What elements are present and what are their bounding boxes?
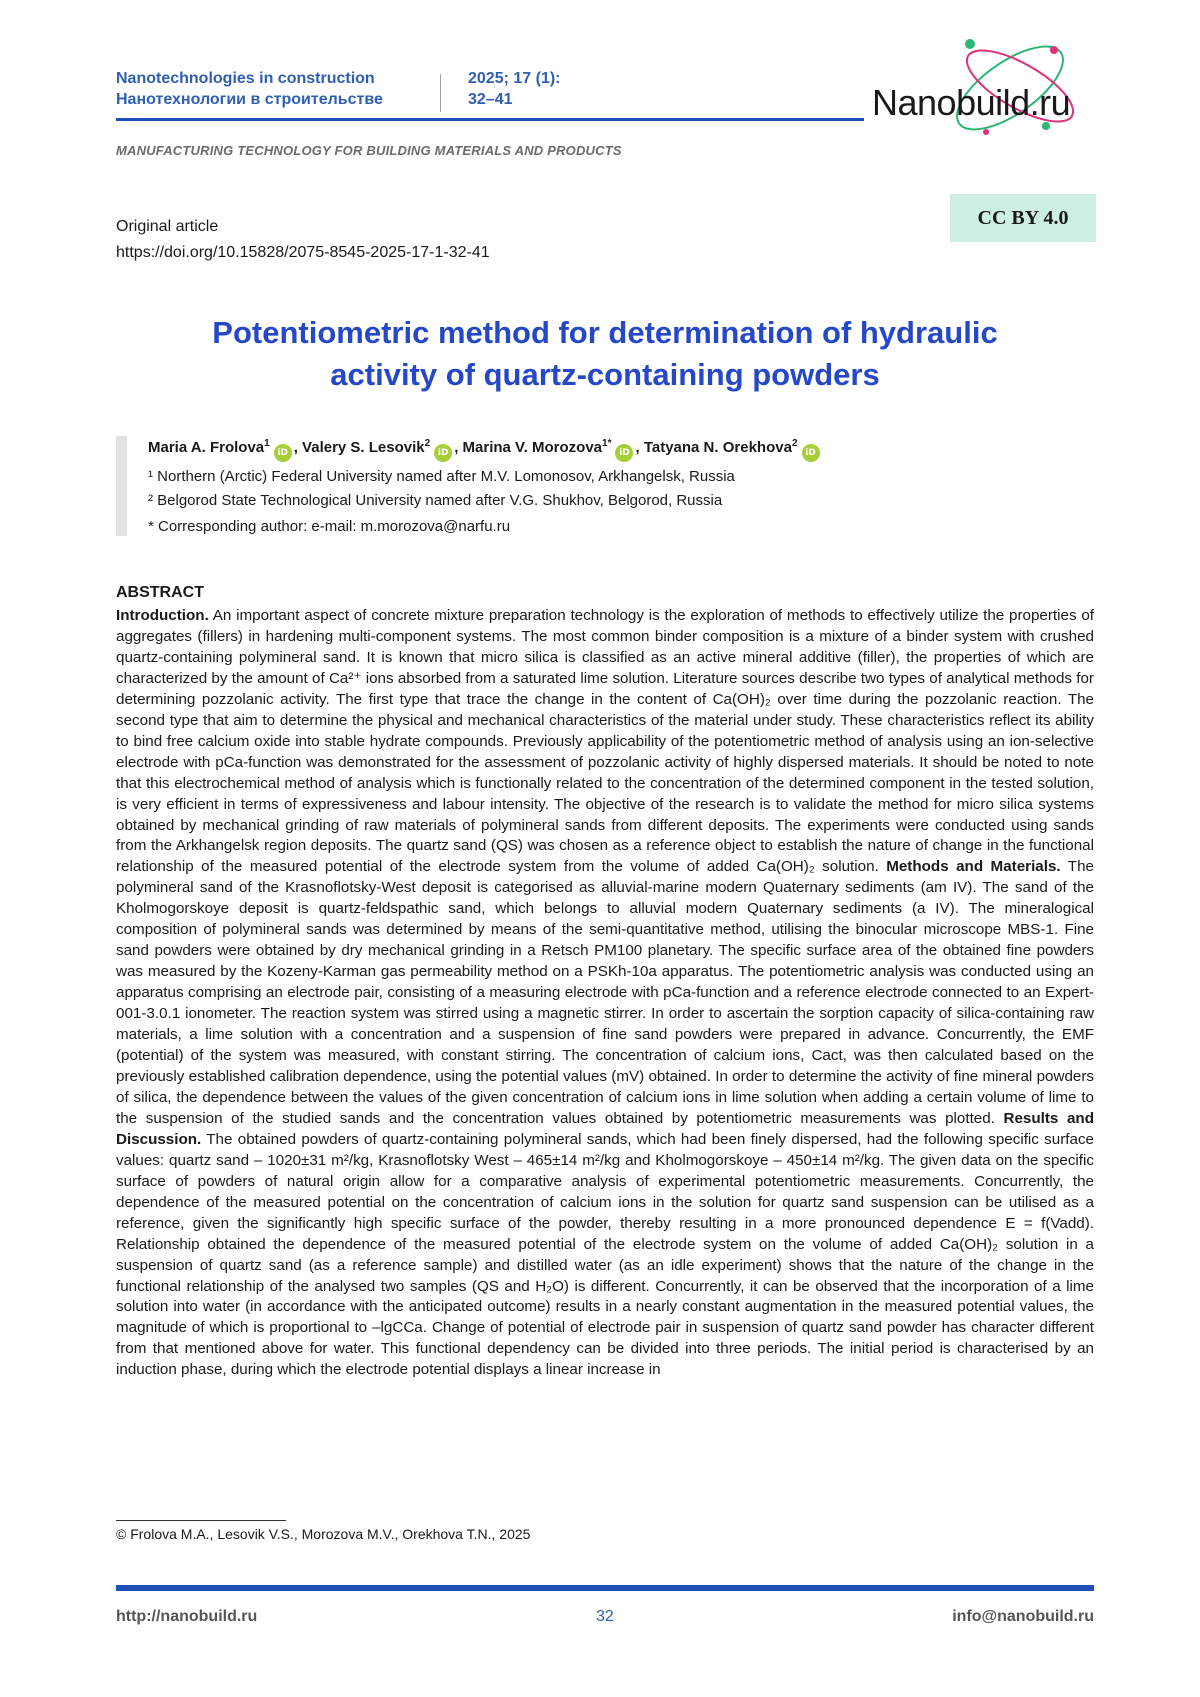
title-line-1: Potentiometric method for determination of hydraulic — [212, 315, 998, 350]
issue-info — [468, 68, 561, 110]
orcid-icon[interactable]: iD — [274, 444, 292, 462]
author-name: Valery S. Lesovik — [302, 439, 425, 456]
article-title — [116, 312, 1094, 396]
author-separator: , — [635, 439, 644, 456]
abstract-results: The obtained powders of quartz-containing polymineral sands, which had been finely dispersed, had the following specific surface values: quartz sand – 1020±31 m²/kg, Krasnoflotsky West – 465±14 m²/kg and Kholmogorskoye – 450±14 m²/kg. The given data on the specific surface of powders of natural origin allow for a comparative analysis of experimental potentiometric measurements. Concurrently, the dependence of the measured potential on the concentration of calcium ions in the solution for quartz sand suspension can be utilised as a reference, given the significantly high specific surface of the powder, thereby resulting in a more pronounced dependence E = f(Vadd). Relationship obtained the dependence of the measured potential of the electrode system on the volume of added Ca(OH)₂ solution in a suspension of quartz sand (as a reference sample) and distilled water (as an idle experiment) shows that the nature of the change in the functional relationship of the analysed two samples (QS and H₂O) is different. Concurrently, it can be observed that the incorporation of a lime solution into water (in accordance with the anticipated outcome) results in a nearly constant augmentation in the measured potential values, the magnitude of which is proportional to –lgCCa. Change of potential of electrode pair in suspension of quartz sand powder has character different from that mentioned above for water. This functional dependency can be divided into three periods. The initial period is characterised by an induction phase, during which the electrode potential displays a linear increase in — [116, 1130, 1094, 1379]
header-rule — [116, 118, 864, 121]
author-name: Marina V. Morozova — [462, 439, 603, 456]
abstract-heading: ABSTRACT — [116, 584, 204, 601]
author-affil-mark: 2 — [424, 438, 431, 449]
corresponding-author: * Corresponding author: e-mail: m.morozova@narfu.ru — [148, 518, 511, 535]
copyright-notice: © Frolova M.A., Lesovik V.S., Morozova M.V., Orekhova T.N., 2025 — [116, 1526, 531, 1542]
orcid-icon[interactable]: iD — [615, 444, 633, 462]
author-separator: , — [293, 439, 303, 456]
section-heading: MANUFACTURING TECHNOLOGY FOR BUILDING MATERIALS AND PRODUCTS — [116, 143, 622, 158]
abstract-methods: The polymineral sand of the Krasnoflotsky-West deposit is categorised as alluvial-marine modern Quaternary sediments (am IV). The sand of the Kholmogorskoye deposit is quartz-feldspathic sand, which belongs to alluvial modern Quaternary sediments (a IV). The mineralogical composition of polymineral sands was determined by means of the semi-quantitative method, utilising the binocular microscope MBS-1. Fine sand powders were obtained by dry mechanical grinding in a Retsch PM100 planetary. The specific surface area of the obtained fine powders was measured by the Kozeny-Karman gas permeability method on a PSKh-10a apparatus. The potentiometric analysis was conducted using an apparatus comprising an electrode pair, consisting of a measuring electrode with pCa-function and a reference electrode connected to an Expert-001-3.0.1 ionometer. The reaction system was stirred using a magnetic stirrer. In order to ascertain the sorption capacity of silica-containing raw materials, a lime solution with a concentration and a suspension of fine sand powders were prepared in advance. Concurrently, the EMF (potential) of the system was measured, with constant stirring. The concentration of calcium ions, Cact, was then calculated based on the previously established calibration dependence, using the potential values (mV) obtained. In order to determine the activity of fine mineral powders of silica, the dependence between the values of the given concentration of calcium ions in lime solution when adding a certain volume of lime to the suspension of the studied sands and the concentration values obtained by potentiometric measurements was plotted. — [116, 858, 1094, 1127]
journal-name-en: Nanotechnologies in construction — [116, 70, 375, 87]
authors-side-bar — [116, 436, 127, 536]
footer-url[interactable]: http://nanobuild.ru — [116, 1608, 258, 1625]
abstract-intro: An important aspect of concrete mixture preparation technology is the exploration of methods to effectively utilize the properties of aggregates (fillers) in hardening multi-component systems. The most common binder composition is a mixture of a binder system with crushed quartz-containing polymineral sand. It is known that micro silica is classified as an active mineral additive (filler), the properties of which are characterized by the amount of Ca²⁺ ions absorbed from a saturated lime solution. Literature sources describe two types of analytical methods for determining pozzolanic activity. The first type that trace the change in the content of Ca(OH)₂ over time during the pozzolanic reaction. The second type that aim to determine the physical and mechanical characteristics of the material under study. These characteristics reflect its ability to bind free calcium oxide into stable hydrate compounds. Previously applicability of the potentiometric method of analysis using an ion-selective electrode with pCa-function was demonstrated for the assessment of pozzolanic activity of highly dispersed materials. It should be noted to note that this electrochemical method of analysis which is functionally related to the concentration of the determined component in the tested solution, is very efficient in terms of expressiveness and labour intensity. The objective of the research is to validate the method for micro silica systems obtained by mechanical grinding of raw materials of polymineral sands from different deposits. The experiments were conducted using sands from the Arkhangelsk region deposits. The quartz sand (QS) was chosen as a reference object to establish the nature of change in the functional relationship of the measured potential of the electrode system from the volume of added Ca(OH)₂ solution. — [116, 607, 1094, 876]
abstract-results-label: Results and Discussion. — [116, 1109, 1094, 1148]
author-affil-mark: 1* — [602, 438, 612, 449]
issue-number: 2025; 17 (1): — [468, 70, 561, 87]
abstract-text — [116, 606, 1094, 1381]
author-affil-mark: 2 — [791, 438, 798, 449]
footer-rule — [116, 1585, 1094, 1591]
journal-name — [116, 68, 383, 110]
footnote-rule — [116, 1520, 286, 1521]
affiliation-2: ² Belgorod State Technological University named after V.G. Shukhov, Belgorod, Russia — [148, 492, 723, 509]
page-number: 32 — [596, 1608, 614, 1625]
affiliation-1: ¹ Northern (Arctic) Federal University named after M.V. Lomonosov, Arkhangelsk, Russia — [148, 468, 735, 485]
author-separator: , — [454, 439, 463, 456]
author-name: Tatyana N. Orekhova — [643, 439, 792, 456]
orcid-icon[interactable]: iD — [802, 444, 820, 462]
page-range: 32–41 — [468, 91, 513, 108]
abstract-methods-label: Methods and Materials. — [886, 858, 1061, 876]
journal-name-ru: Нанотехнологии в строительстве — [116, 91, 383, 108]
license-badge: CC BY 4.0 — [950, 194, 1096, 242]
logo-text: Nanobuild.ru — [872, 82, 1071, 123]
author-affil-mark: 1 — [264, 438, 270, 449]
header-divider — [440, 74, 441, 112]
author-list — [148, 438, 822, 462]
author-name: Maria A. Frolova — [148, 439, 265, 456]
orcid-icon[interactable]: iD — [434, 444, 452, 462]
title-line-2: activity of quartz-containing powders — [330, 357, 880, 392]
footer-email[interactable]: info@nanobuild.ru — [952, 1608, 1094, 1625]
article-type: Original article — [116, 218, 219, 235]
doi-link[interactable]: https://doi.org/10.15828/2075-8545-2025-17-1-32-41 — [116, 244, 490, 261]
abstract-intro-label: Introduction. — [116, 607, 209, 624]
